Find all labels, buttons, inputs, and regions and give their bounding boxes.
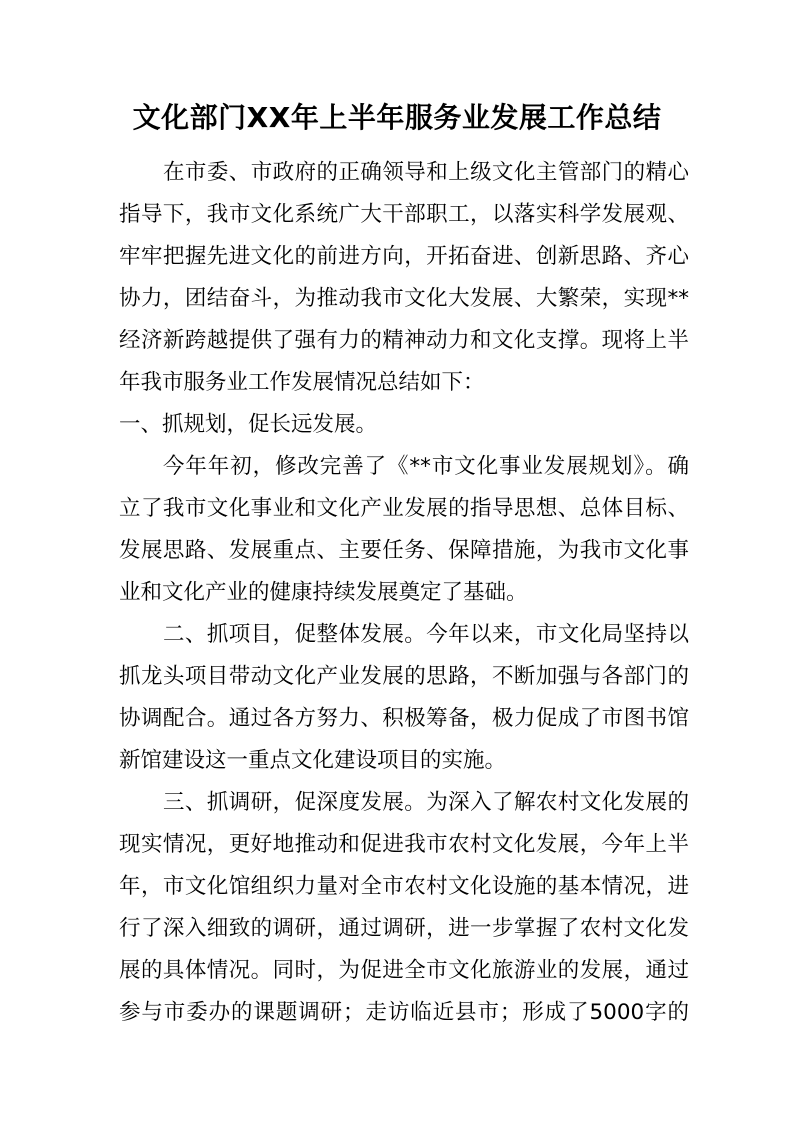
paragraph-line: 展的具体情况。同时，为促进全市文化旅游业的发展，通过 [119, 958, 689, 983]
paragraph-line: 新馆建设这一重点文化建设项目的实施。 [119, 748, 507, 773]
paragraph-line: 协力，团结奋斗，为推动我市文化大发展、大繁荣，实现** [119, 286, 689, 311]
paragraph-line: 指导下，我市文化系统广大干部职工，以落实科学发展观、 [119, 202, 689, 227]
paragraph-line: 参与市委办的课题调研；走访临近县市；形成了5000字的 [119, 1000, 689, 1025]
paragraph-line: 今年年初，修改完善了《**市文化事业发展规划》。确 [163, 454, 689, 479]
document-title: 文化部门XX年上半年服务业发展工作总结 [132, 101, 662, 134]
paragraph-line: 协调配合。通过各方努力、积极筹备，极力促成了市图书馆 [119, 706, 689, 731]
section-heading: 一、抓规划，促长远发展。 [119, 412, 378, 437]
paragraph-line: 立了我市文化事业和文化产业发展的指导思想、总体目标、 [119, 496, 689, 521]
paragraph-line: 行了深入细致的调研，通过调研，进一步掌握了农村文化发 [119, 916, 689, 941]
paragraph-line: 经济新跨越提供了强有力的精神动力和文化支撑。现将上半 [119, 328, 689, 353]
paragraph-line: 年我市服务业工作发展情况总结如下： [119, 370, 485, 395]
paragraph-line: 业和文化产业的健康持续发展奠定了基础。 [119, 580, 528, 605]
paragraph-line: 在市委、市政府的正确领导和上级文化主管部门的精心 [163, 160, 689, 185]
paragraph-line: 二、抓项目，促整体发展。今年以来，市文化局坚持以 [163, 622, 689, 647]
paragraph-line: 三、抓调研，促深度发展。为深入了解农村文化发展的 [163, 790, 689, 815]
paragraph-line: 年，市文化馆组织力量对全市农村文化设施的基本情况，进 [119, 874, 689, 899]
paragraph-line: 现实情况，更好地推动和促进我市农村文化发展，今年上半 [119, 832, 689, 857]
paragraph-line: 牢牢把握先进文化的前进方向，开拓奋进、创新思路、齐心 [119, 244, 689, 269]
paragraph-line: 抓龙头项目带动文化产业发展的思路，不断加强与各部门的 [119, 664, 689, 689]
paragraph-line: 发展思路、发展重点、主要任务、保障措施，为我市文化事 [119, 538, 689, 563]
